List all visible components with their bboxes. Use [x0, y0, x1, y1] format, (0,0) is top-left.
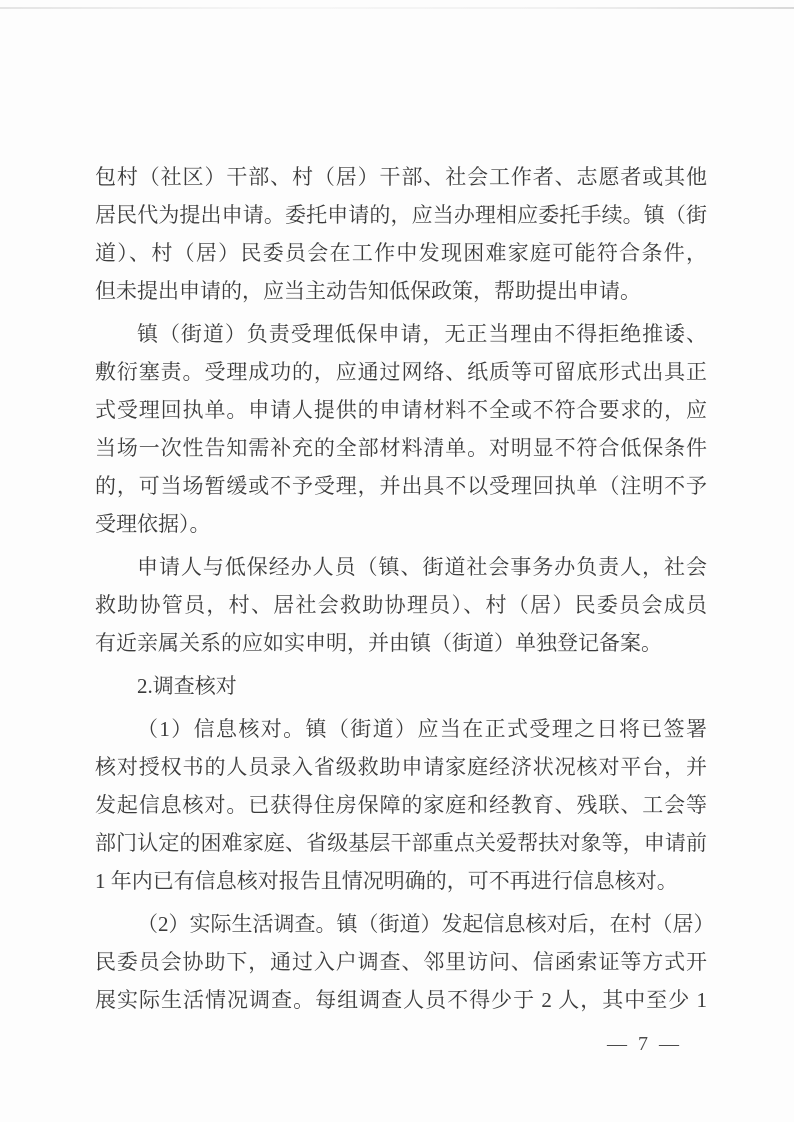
text-line: 的，可当场暂缓或不予受理，并出具不以受理回执单（注明不予: [95, 474, 707, 498]
text-line: 发起信息核对。已获得住房保障的家庭和经教育、残联、工会等: [95, 793, 707, 817]
text-line: （1）信息核对。镇（街道）应当在正式受理之日将已签署: [137, 717, 707, 741]
text-line: 有近亲属关系的应如实申明，并由镇（街道）单独登记备案。: [95, 631, 662, 655]
paragraph-acceptance-procedure: [95, 315, 707, 543]
text-line: 救助协管员，村、居社会救助协理员）、村（居）民委员会成员: [95, 593, 707, 617]
paragraph-actual-life-survey: [95, 905, 715, 1019]
scan-artifact-line: [0, 7, 794, 9]
text-line: 申请人与低保经办人员（镇、街道社会事务办负责人，社会: [137, 555, 707, 579]
paragraph-kinship-declaration: [95, 548, 707, 662]
heading-investigation-verification: [95, 667, 707, 705]
text-line: 部门认定的困难家庭、省级基层干部重点关爱帮扶对象等，申请前: [95, 831, 707, 855]
paragraph-information-verification: [95, 710, 707, 900]
text-line: 民委员会协助下，通过入户调查、邻里访问、信函索证等方式开: [95, 950, 707, 974]
text-line: 受理依据）。: [95, 512, 211, 536]
text-line: 敷衍塞责。受理成功的，应通过网络、纸质等可留底形式出具正: [95, 360, 707, 384]
text-line: 2.调查核对: [137, 674, 237, 698]
text-line: 核对授权书的人员录入省级救助申请家庭经济状况核对平台，并: [95, 755, 707, 779]
document-body: [95, 158, 715, 1019]
text-line: 1 年内已有信息核对报告且情况明确的，可不再进行信息核对。: [95, 869, 678, 893]
text-line: 当场一次性告知需补充的全部材料清单。对明显不符合低保条件: [95, 436, 707, 460]
paragraph-application-delegation: [95, 158, 707, 310]
text-line: 道）、村（居）民委员会在工作中发现困难家庭可能符合条件，: [95, 241, 707, 265]
text-line: （2）实际生活调查。镇（街道）发起信息核对后，在村（居）: [137, 912, 715, 936]
text-line: 式受理回执单。申请人提供的申请材料不全或不符合要求的，应: [95, 398, 707, 422]
text-line: 居民代为提出申请。委托申请的，应当办理相应委托手续。镇（街: [95, 203, 707, 227]
text-line: 但未提出申请的，应当主动告知低保政策，帮助提出申请。: [95, 279, 641, 303]
text-line: 包村（社区）干部、村（居）干部、社会工作者、志愿者或其他: [95, 165, 707, 189]
page-number: — 7 —: [607, 1033, 682, 1055]
text-line: 展实际生活情况调查。每组调查人员不得少于 2 人，其中至少 1: [95, 988, 707, 1012]
text-line: 镇（街道）负责受理低保申请，无正当理由不得拒绝推诿、: [137, 322, 707, 346]
